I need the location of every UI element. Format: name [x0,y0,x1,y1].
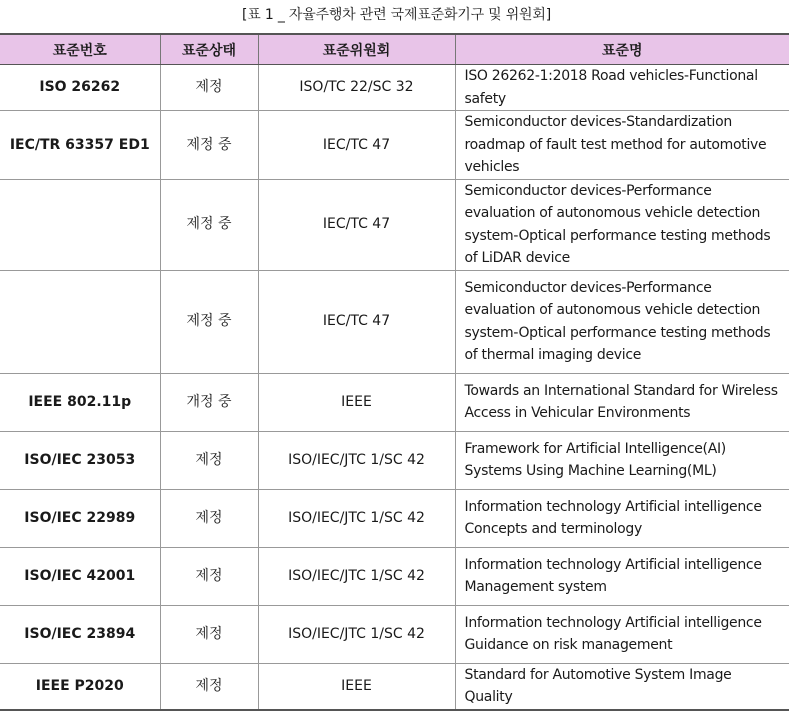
table-row [0,111,789,180]
cell-standard-committee: IEEE [258,373,455,431]
cell-standard-name: Information technology Artificial intelligence Concepts and terminology [455,489,789,547]
header-standard-committee: 표준위원회 [258,34,455,65]
cell-standard-status: 제정 [160,605,258,663]
cell-standard-committee: ISO/IEC/JTC 1/SC 42 [258,489,455,547]
header-standard-number: 표준번호 [0,34,160,65]
header-standard-name: 표준명 [455,34,789,65]
cell-standard-number: IEEE P2020 [0,663,160,710]
standards-table [0,33,789,711]
cell-standard-status: 제정 [160,65,258,111]
cell-standard-committee: ISO/TC 22/SC 32 [258,65,455,111]
cell-standard-name: Standard for Automotive System Image Quality [455,663,789,710]
cell-standard-name: Information technology Artificial intelligence Management system [455,547,789,605]
cell-standard-committee: ISO/IEC/JTC 1/SC 42 [258,547,455,605]
cell-standard-name: ISO 26262-1:2018 Road vehicles-Functional safety [455,65,789,111]
cell-standard-name: Towards an International Standard for Wireless Access in Vehicular Environments [455,373,789,431]
cell-standard-status: 제정 중 [160,270,258,373]
cell-standard-name: Framework for Artificial Intelligence(AI) Systems Using Machine Learning(ML) [455,431,789,489]
cell-standard-name: Semiconductor devices-Performance evaluation of autonomous vehicle detection system-Optical performance testing methods of LiDAR device [455,179,789,270]
cell-standard-name: Information technology Artificial intelligence Guidance on risk management [455,605,789,663]
table-row [0,65,789,111]
table-row [0,605,789,663]
cell-standard-number: ISO/IEC 22989 [0,489,160,547]
header-standard-status: 표준상태 [160,34,258,65]
cell-standard-committee: IEEE [258,663,455,710]
cell-standard-status: 제정 중 [160,111,258,180]
cell-standard-status: 제정 중 [160,179,258,270]
cell-standard-number: IEC/TR 63357 ED1 [0,111,160,180]
cell-standard-committee: IEC/TC 47 [258,179,455,270]
table-row [0,431,789,489]
cell-standard-status: 제정 [160,547,258,605]
cell-standard-number [0,179,160,270]
cell-standard-committee: ISO/IEC/JTC 1/SC 42 [258,431,455,489]
cell-standard-number: ISO/IEC 42001 [0,547,160,605]
cell-standard-number: IEEE 802.11p [0,373,160,431]
cell-standard-number [0,270,160,373]
cell-standard-name: Semiconductor devices-Performance evaluation of autonomous vehicle detection system-Optical performance testing methods of thermal imaging device [455,270,789,373]
cell-standard-committee: ISO/IEC/JTC 1/SC 42 [258,605,455,663]
cell-standard-name: Semiconductor devices-Standardization roadmap of fault test method for automotive vehicles [455,111,789,180]
cell-standard-committee: IEC/TC 47 [258,270,455,373]
table-row [0,373,789,431]
table-header-row [0,34,789,65]
cell-standard-number: ISO 26262 [0,65,160,111]
cell-standard-status: 개정 중 [160,373,258,431]
cell-standard-status: 제정 [160,663,258,710]
cell-standard-status: 제정 [160,431,258,489]
table-row [0,179,789,270]
table-row [0,663,789,710]
table-row [0,489,789,547]
table-row [0,547,789,605]
cell-standard-number: ISO/IEC 23894 [0,605,160,663]
cell-standard-number: ISO/IEC 23053 [0,431,160,489]
table-caption: [표 1 _ 자율주행차 관련 국제표준화기구 및 위원회] [242,7,551,23]
cell-standard-status: 제정 [160,489,258,547]
cell-standard-committee: IEC/TC 47 [258,111,455,180]
table-row [0,270,789,373]
